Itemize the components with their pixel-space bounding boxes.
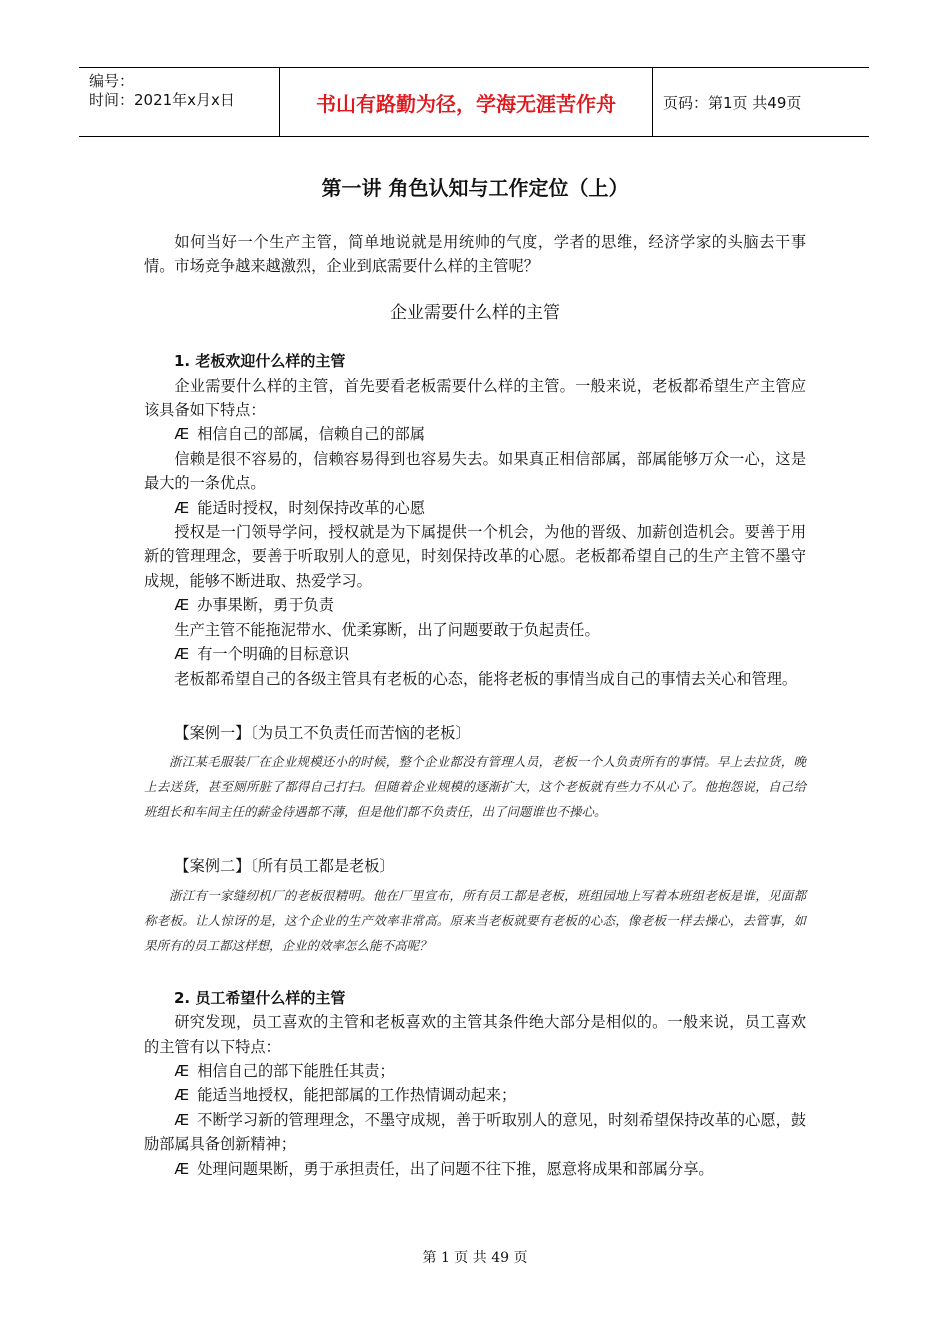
item-title-text: 相信自己的部属，信赖自己的部属: [197, 425, 425, 444]
part2-lead: 研究发现，员工喜欢的主管和老板喜欢的主管其条件绝大部分是相似的。一般来说，员工喜欢的主管有以下特点：: [144, 1013, 806, 1056]
part1-item-text: 生产主管不能拖泥带水、优柔寡断，出了问题要敢于负起责任。: [174, 620, 600, 639]
item-text: 不断学习新的管理理念，不墨守成规，善于听取别人的意见，时刻希望保持改革的心愿，鼓励部属具备创新精神；: [144, 1110, 806, 1154]
part1-lead: 企业需要什么样的主管，首先要看老板需要什么样的主管。一般来说，老板都希望生产主管应该具备如下特点：: [144, 376, 806, 420]
part2-item: [144, 1059, 806, 1083]
item-text: 处理问题果断，勇于承担责任，出了问题不往下推，愿意将成果和部属分享。: [197, 1159, 714, 1178]
item-text: 能适当地授权，能把部属的工作热情调动起来；: [197, 1086, 517, 1105]
header-meta: [79, 68, 280, 136]
part2-item: [144, 1108, 806, 1157]
part1-item-title: [144, 593, 806, 617]
item-title-text: 有一个明确的目标意识: [197, 645, 350, 664]
part1-item-text: 信赖是很不容易的，信赖容易得到也容易失去。如果真正相信部属，部属能够万众一心，这是最大的一条优点。: [144, 449, 806, 493]
lecture-title: 第一讲 角色认知与工作定位（上）: [321, 176, 629, 200]
document-body: [144, 230, 806, 1181]
document-number-label: 编号：: [89, 72, 135, 90]
bullet-glyph: Æ: [174, 645, 190, 664]
case2-body: 浙江有一家缝纫机厂的老板很精明。他在厂里宣布，所有员工都是老板，班组园地上写着本班组老板是谁，见面都称老板。让人惊讶的是，这个企业的生产效率非常高。原来当老板就要有老板的心态，像老板一样去操心，去管事，如果所有的员工都这样想，企业的效率怎么能不高呢？: [144, 887, 806, 953]
part1-item-text: 授权是一门领导学问，授权就是为下属提供一个机会，为他的晋级、加薪创造机会。要善于用新的管理理念，要善于听取别人的意见，时刻保持改革的心愿。老板都希望自己的生产主管不墨守成规，能够不断进取、热爱学习。: [144, 523, 806, 590]
part1-item-title: [144, 642, 806, 666]
item-title-text: 办事果断，勇于负责: [197, 596, 334, 615]
bullet-glyph: Æ: [174, 1110, 190, 1129]
intro-paragraph: 如何当好一个生产主管，简单地说就是用统帅的气度，学者的思维，经济学家的头脑去干事情。市场竞争越来越激烈，企业到底需要什么样的主管呢？: [144, 233, 806, 276]
part1-item-title: [144, 422, 806, 446]
part2-item: [144, 1083, 806, 1107]
bullet-glyph: Æ: [174, 596, 190, 615]
part1-heading: 1. 老板欢迎什么样的主管: [174, 352, 346, 371]
case1-body: 浙江某毛服装厂在企业规模还小的时候，整个企业都没有管理人员，老板一个人负责所有的事情。早上去拉货，晚上去送货，甚至厕所脏了都得自己打扫。但随着企业规模的逐渐扩大，这个老板就有些力不从心了。他抱怨说，自己给班组长和车间主任的薪金待遇都不薄，但是他们都不负责任，出了问题谁也不操心。: [144, 754, 806, 820]
spacer: [144, 958, 806, 986]
item-title-text: 能适时授权，时刻保持改革的心愿: [197, 498, 425, 517]
bullet-glyph: Æ: [174, 425, 190, 444]
bullet-glyph: Æ: [174, 1159, 190, 1178]
case2-title: 【案例二】〔所有员工都是老板〕: [174, 857, 395, 876]
header-page-info: 页码：第1页 共49页: [663, 93, 802, 112]
part1-item-text: 老板都希望自己的各级主管具有老板的心态，能将老板的事情当成自己的事情去关心和管理。: [174, 669, 798, 688]
page-footer: 第 1 页 共 49 页: [422, 1250, 528, 1266]
part2-heading: 2. 员工希望什么样的主管: [174, 988, 346, 1007]
case1-title: 【案例一】〔为员工不负责任而苦恼的老板〕: [174, 723, 471, 742]
bullet-glyph: Æ: [174, 1061, 190, 1080]
bullet-glyph: Æ: [174, 498, 190, 517]
page-header: [79, 67, 869, 137]
bullet-glyph: Æ: [174, 1086, 190, 1105]
document-time-label: 时间：2021年x月x日: [89, 91, 235, 109]
part1-item-title: [144, 496, 806, 520]
header-motto: 书山有路勤为径，学海无涯苦作舟: [280, 68, 653, 136]
section-title: 企业需要什么样的主管: [390, 302, 560, 323]
part2-item: [144, 1157, 806, 1181]
item-text: 相信自己的部下能胜任其责；: [197, 1061, 395, 1080]
